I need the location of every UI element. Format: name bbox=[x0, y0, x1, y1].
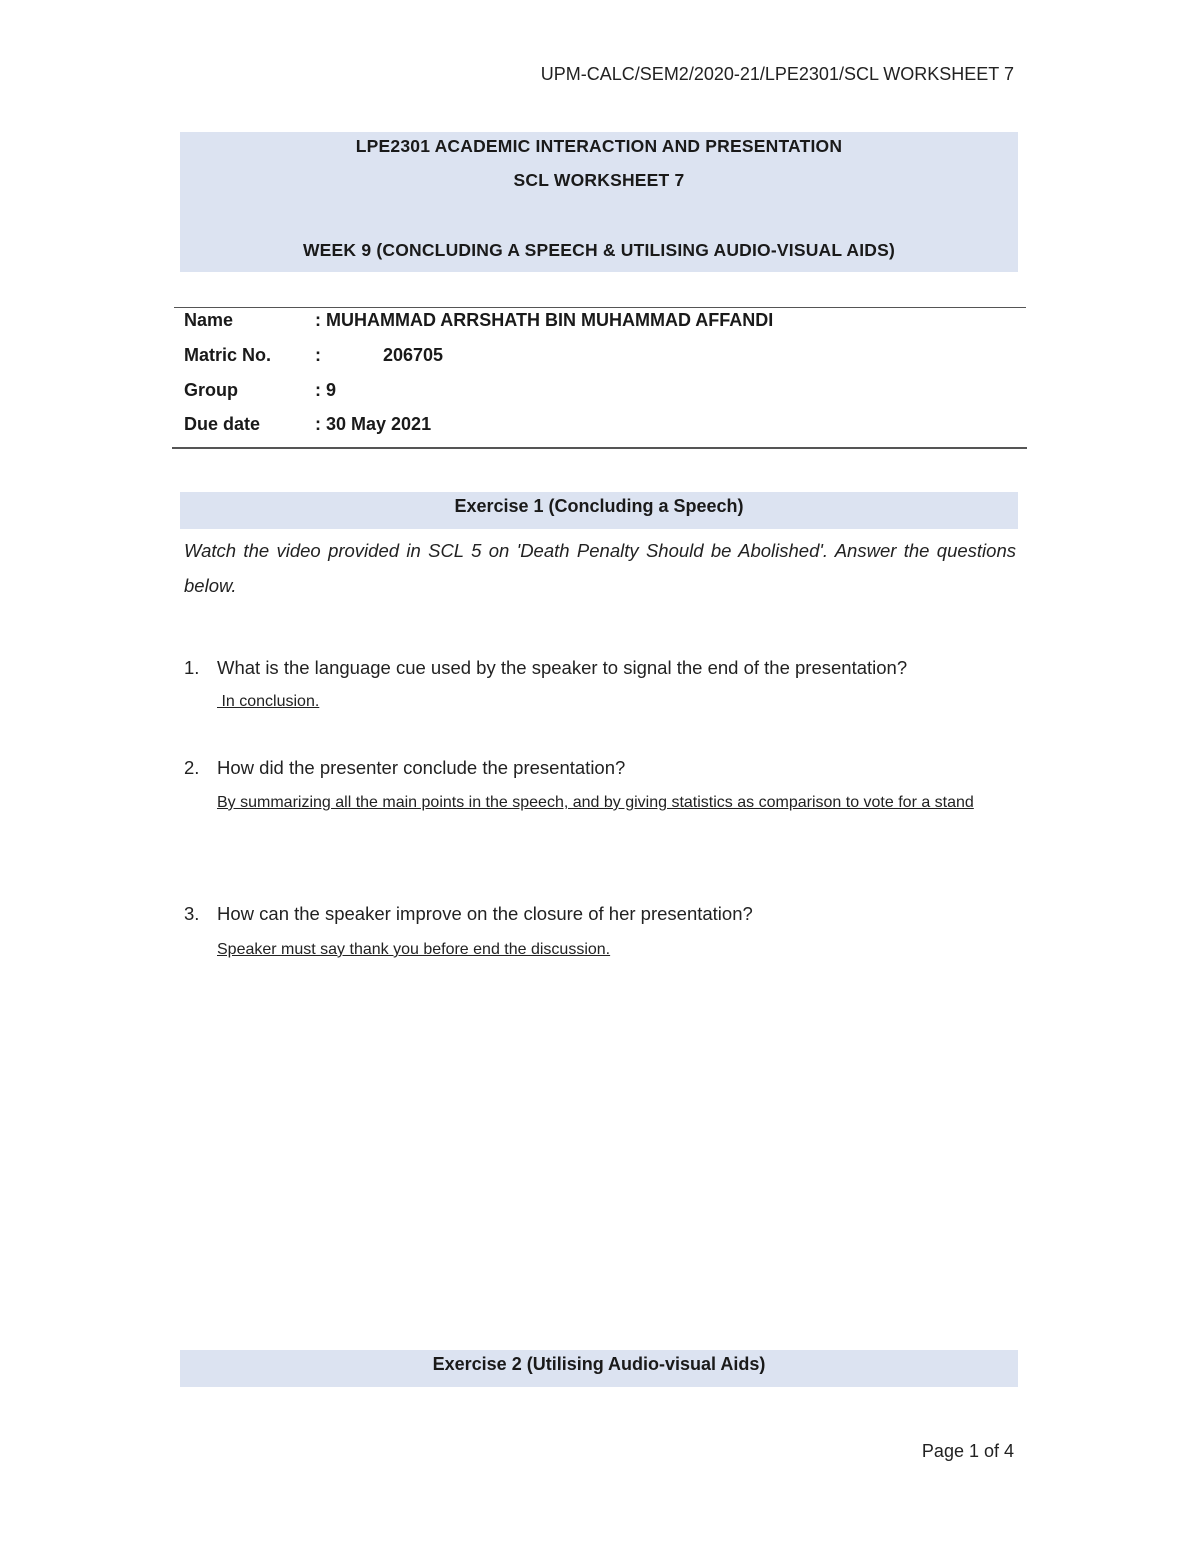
question-2-number: 2. bbox=[184, 757, 200, 778]
page-number: Page 1 of 4 bbox=[921, 1441, 1014, 1461]
question-3-text: How can the speaker improve on the closure of her presentation? bbox=[217, 903, 753, 924]
worksheet-title: SCL WORKSHEET 7 bbox=[513, 170, 685, 190]
answer-2: By summarizing all the main points in the speech, and by giving statistics as comparison to vote for a stand bbox=[217, 794, 974, 811]
question-1-number: 1. bbox=[184, 657, 200, 678]
exercise1-instructions: Watch the video provided in SCL 5 on 'Death Penalty Should be Abolished'. Answer the questions below. bbox=[184, 540, 1016, 596]
matric-colon: : bbox=[315, 345, 321, 365]
week-title: WEEK 9 (CONCLUDING A SPEECH & UTILISING AUDIO-VISUAL AIDS) bbox=[302, 240, 896, 260]
group-value: : 9 bbox=[315, 380, 337, 400]
name-value: : MUHAMMAD ARRSHATH BIN MUHAMMAD AFFANDI bbox=[315, 310, 774, 330]
group-label: Group bbox=[184, 380, 238, 400]
running-header: UPM-CALC/SEM2/2020-21/LPE2301/SCL WORKSHEET 7 bbox=[540, 64, 1014, 84]
exercise2-heading: Exercise 2 (Utilising Audio-visual Aids) bbox=[180, 1350, 1018, 1387]
matric-value: 206705 bbox=[383, 345, 444, 365]
info-top-rule bbox=[174, 307, 1026, 308]
info-bottom-rule bbox=[172, 447, 1027, 449]
matric-label: Matric No. bbox=[184, 345, 272, 365]
due-date-label: Due date bbox=[184, 414, 261, 434]
course-title: LPE2301 ACADEMIC INTERACTION AND PRESENTATION bbox=[355, 136, 843, 156]
question-3-number: 3. bbox=[184, 903, 200, 924]
answer-1: In conclusion. bbox=[217, 693, 320, 710]
question-1-text: What is the language cue used by the speaker to signal the end of the presentation? bbox=[217, 657, 908, 678]
question-2-text: How did the presenter conclude the presentation? bbox=[217, 757, 626, 778]
answer-3: Speaker must say thank you before end the discussion. bbox=[217, 941, 611, 958]
due-date-value: : 30 May 2021 bbox=[315, 414, 432, 434]
name-label: Name bbox=[184, 310, 234, 330]
exercise1-heading: Exercise 1 (Concluding a Speech) bbox=[180, 492, 1018, 529]
title-box bbox=[180, 132, 1018, 272]
